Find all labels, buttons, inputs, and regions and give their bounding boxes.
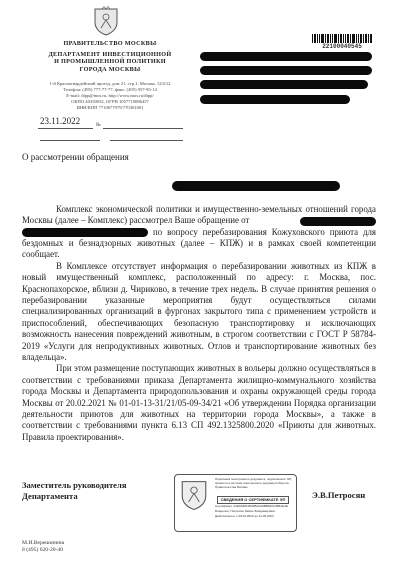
redacted-appeal-date — [300, 217, 376, 226]
signatory-name: Э.В.Петросян — [312, 490, 366, 500]
date-underline — [38, 128, 93, 129]
header-department-line3: ГОРОДА МОСКВЫ — [79, 65, 141, 73]
header-phone: Телефон: (495) 777-77-77, факс: (495) 957-95-14 — [63, 87, 157, 92]
electronic-signature-stamp — [174, 474, 297, 532]
stamp-owner: Владелец: Петросян Эмиль Владимирович — [215, 509, 276, 513]
header-inn: ИНН/КПП 7710677979/770301001 — [76, 105, 144, 110]
subject-line: О рассмотрении обращения — [22, 152, 129, 162]
barcode-icon — [312, 34, 372, 43]
redacted-recipient-line2 — [200, 66, 372, 75]
stamp-note-3: Правительства Москвы — [215, 485, 248, 489]
redacted-recipient-line4 — [200, 95, 350, 104]
header-department-line2: И ПРОМЫШЛЕННОЙ ПОЛИТИКИ — [54, 58, 166, 66]
stamp-validity: Действителен: с 29.02.2022 до 21.05.2023 — [215, 514, 274, 518]
stamp-title: СВЕДЕНИЯ О СЕРТИФИКАТЕ ЭП — [217, 496, 289, 504]
redacted-recipient-line1 — [200, 52, 372, 61]
body-text-continued — [22, 227, 376, 444]
paragraph-1-continued: по вопросу перебазирования Кожуховского приюта для бездомных и безнадзорных животных (далее – КПЖ) и в рамках своей компетенции сообщает. — [22, 226, 376, 260]
executor-name: М.И.Верешинина — [22, 540, 65, 546]
stamp-certificate: Сертификат: 01E6A80F0034B1AA9BB043C4B5AE1E — [215, 504, 289, 508]
signature-position: Заместитель руководителя Департамента — [22, 480, 127, 501]
stamp-note-2: хранится в системе электронного документооборота — [215, 481, 289, 485]
paragraph-1: Комплекс экономической политики и имущественно-земельных отношений города Москвы (далее – Комплекс) рассмотрел Ваше обращение от — [22, 204, 376, 226]
number-prefix: № — [96, 123, 101, 128]
header-department: ДЕПАРТАМЕНТ ИНВЕСТИЦИОННОЙ — [48, 51, 172, 58]
moscow-emblem-icon — [92, 6, 120, 36]
header-email: E-mail: dipp@mos.ru, http://www.mos.ru/dipp/ — [66, 93, 154, 98]
reference-underline — [40, 140, 100, 141]
paragraph-3: При этом размещение поступающих животных в вольеры должно осуществляться в соответствии с требованиями приказа Департамента жилищно-коммунального хозяйства города Москвы и Департамента природопользования и охраны окружающей среды города Москвы от 20.02.2021 № 01-01-13-31/21/05-09-34/21 «Об утверждении Порядка организации деятельности приютов для животных на территории города Москвы», а также в соответствии с требованиями пункта 6.13 СП 492.1325800.2020 «Приюты для животных. Правила проектирования». — [22, 363, 376, 442]
document-date: 23.11.2022 — [40, 116, 81, 126]
paragraph-2: В Комплексе отсутствует информация о перебазировании животных из КПЖ в новый имущественный комплекс, расположенный по адресу: г. Москва, пос. Краснопахорское, вблизи д. Чириково, в течение трех недель. В случае принятия решения о перебазировании указанные мероприятия будут осуществляться силами специализированных организаций в фургонах закрытого типа с применением устройств и приспособлений, обеспечивающих безопасную транспортировку и исключающих возможность нанесения повреждений животным, в строгом соответствии с ГОСТ Р 58784-2019 «Услуги для непродуктивных животных. Отлов и транспортирование животных без владельца». — [22, 260, 376, 362]
header-okpo: ОКПО 40350032, ОГРН 1057710086457 — [71, 99, 149, 104]
stamp-emblem-icon — [179, 478, 209, 511]
number-underline — [103, 128, 183, 129]
executor-info — [22, 540, 64, 554]
executor-phone: 8 (495) 620-20-40 — [22, 547, 64, 553]
reference-number-underline — [110, 140, 183, 141]
stamp-note-1: Подлинник электронного документа, подписанного ЭП, — [215, 477, 292, 481]
header-government: ПРАВИТЕЛЬСТВО МОСКВЫ — [63, 40, 157, 47]
barcode-number: 22100040545 — [322, 43, 362, 50]
redacted-salutation — [172, 181, 340, 191]
header-address: 1-й Красногвардейский проезд, дом 21, стр.1, Москва, 123112 — [49, 81, 171, 86]
redacted-recipient-line3 — [200, 80, 368, 89]
